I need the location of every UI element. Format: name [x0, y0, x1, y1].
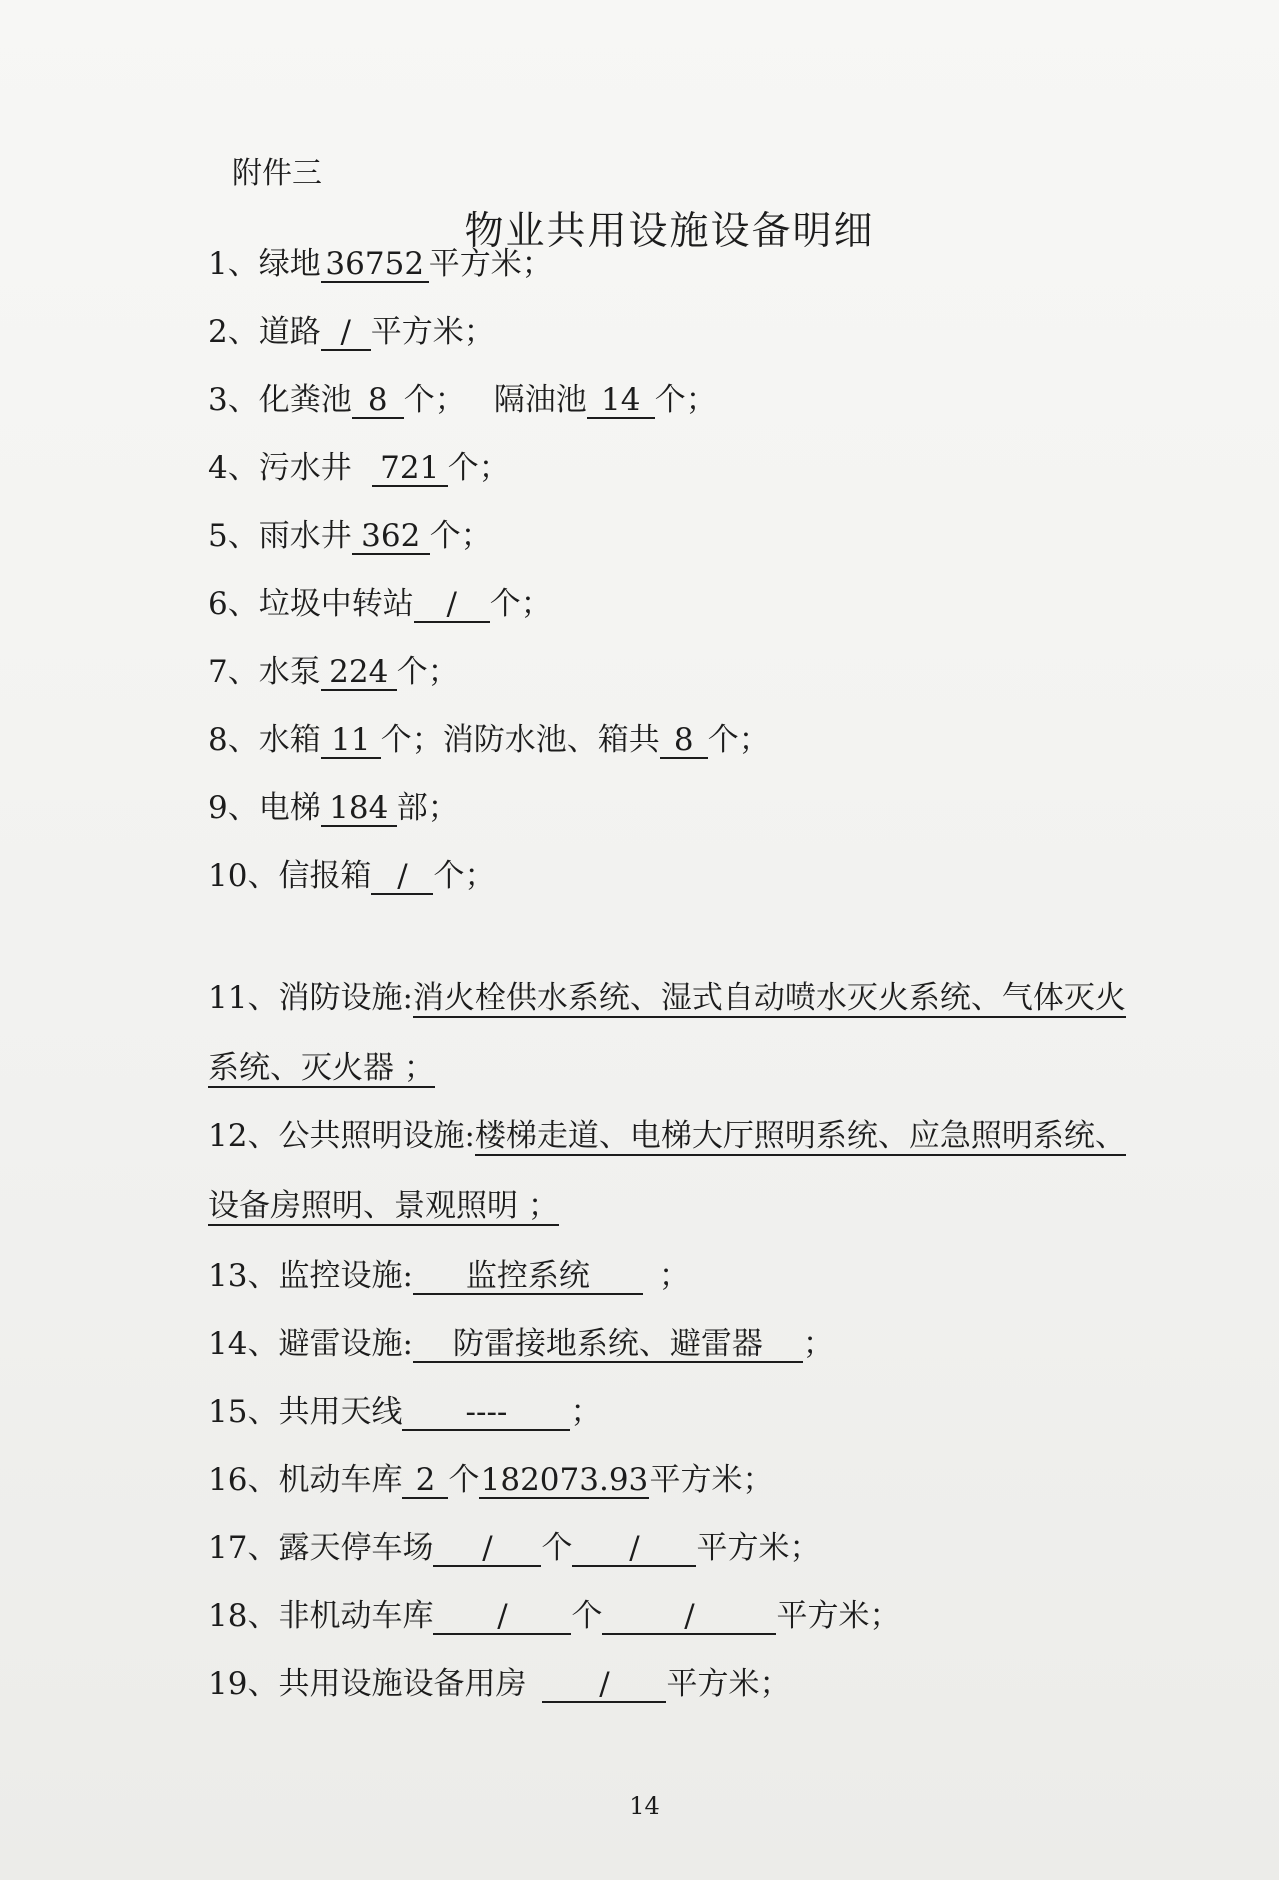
garbage-station-count: / [414, 587, 490, 623]
motor-garage-area: 182073.93 [480, 1462, 649, 1498]
septic-tank-count: 8 [352, 383, 404, 419]
item-public-lighting-cont [208, 1186, 559, 1226]
item-monitoring: 13、监控设施: 监控系统 ； [208, 1258, 690, 1294]
water-tank-count: 11 [321, 723, 381, 759]
water-pump-count: 224 [321, 655, 397, 691]
item-open-parking: 17、露天停车场 / 个 / 平方米； [208, 1530, 821, 1566]
attachment-label: 附件三 [232, 156, 322, 191]
item-greenland: 1、绿地 36752 平方米； [208, 246, 553, 282]
mailbox-count: / [371, 859, 433, 895]
item-equipment-room: 19、共用设施设备用房 / 平方米； [208, 1666, 791, 1702]
fire-facilities-value-cont: 系统、灭火器 ； [208, 1050, 435, 1086]
lightning-protection-value: 防雷接地系统、避雷器 [413, 1327, 803, 1363]
grease-trap-count: 14 [587, 383, 655, 419]
item-public-lighting: 12、公共照明设施:楼梯走道、电梯大厅照明系统、应急照明系统、 [208, 1118, 1126, 1154]
open-parking-count: / [433, 1531, 541, 1567]
open-parking-area: / [572, 1531, 696, 1567]
fire-pool-count: 8 [660, 723, 708, 759]
non-motor-garage-area: / [602, 1599, 776, 1635]
greenland-area-value: 36752 [321, 247, 429, 283]
item-water-tank: 8、水箱 11 个；消防水池、箱共 8 个； [208, 722, 770, 758]
monitoring-value: 监控系统 [413, 1259, 643, 1295]
item-sewage-well: 4、污水井 721 个； [208, 450, 510, 486]
fire-facilities-value: 消火栓供水系统、湿式自动喷水灭火系统、气体灭火 [412, 980, 1126, 1016]
public-lighting-value-cont: 设备房照明、景观照明 ； [208, 1188, 559, 1224]
document-title: 物业共用设施设备明细 [464, 209, 875, 254]
road-area-value: / [321, 315, 371, 351]
item-fire-facilities: 11、消防设施:消火栓供水系统、湿式自动喷水灭火系统、气体灭火 [208, 980, 1126, 1016]
elevator-count: 184 [321, 791, 397, 827]
rain-well-count: 362 [352, 519, 430, 555]
item-non-motor-garage: 18、非机动车库 / 个 / 平方米； [208, 1598, 901, 1634]
item-mailbox: 10、信报箱 / 个； [208, 858, 496, 894]
shared-antenna-value: ---- [402, 1395, 570, 1431]
public-lighting-value: 楼梯走道、电梯大厅照明系统、应急照明系统、 [474, 1118, 1126, 1154]
item-motor-garage: 16、机动车库 2 个182073.93平方米； [208, 1462, 774, 1498]
item-fire-facilities-cont [208, 1048, 435, 1088]
item-septic-tank: 3、化粪池 8 个； 隔油池 14 个； [208, 382, 717, 418]
non-motor-garage-count: / [433, 1599, 571, 1635]
equipment-room-area: / [542, 1667, 666, 1703]
page-number: 14 [629, 1792, 660, 1820]
item-rain-well: 5、雨水井 362 个； [208, 518, 492, 554]
sewage-well-count: 721 [372, 451, 448, 487]
motor-garage-count: 2 [402, 1463, 448, 1499]
item-road: 2、道路 / 平方米； [208, 314, 495, 350]
item-shared-antenna: 15、共用天线 ---- ； [208, 1394, 602, 1430]
item-elevator: 9、电梯 184 部； [208, 790, 459, 826]
item-garbage-station: 6、垃圾中转站 / 个； [208, 586, 552, 622]
item-water-pump: 7、水泵 224 个； [208, 654, 459, 690]
item-lightning-protection: 14、避雷设施: 防雷接地系统、避雷器 ； [208, 1326, 834, 1362]
